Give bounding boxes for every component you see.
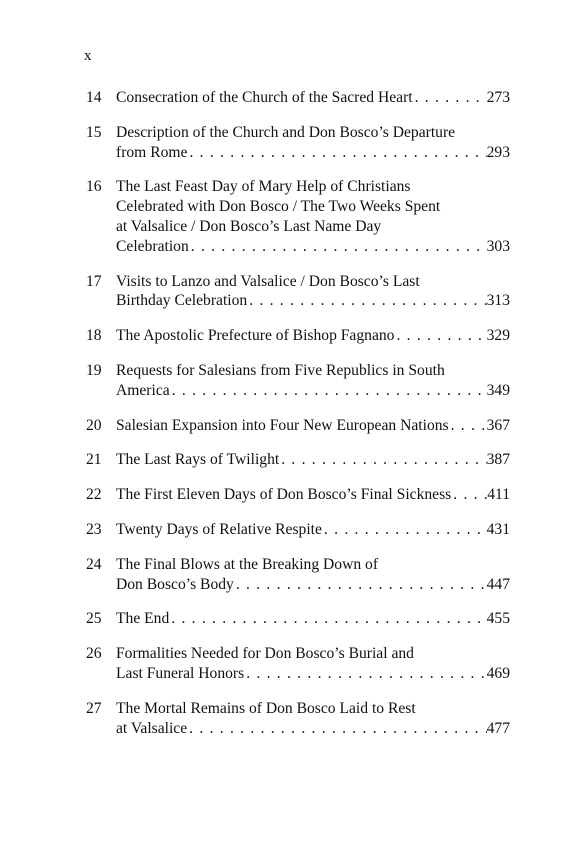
- chapter-title-line: Consecration of the Church of the Sacred Heart: [116, 89, 413, 106]
- page-reference: 329: [486, 327, 510, 345]
- chapter-title-final-line: [116, 609, 510, 629]
- chapter-number: 23: [86, 520, 102, 538]
- page-reference: 273: [486, 89, 510, 106]
- page-reference: 313: [486, 292, 510, 310]
- chapter-number: 16: [86, 178, 102, 196]
- dot-leader: [234, 575, 487, 595]
- chapter-title-line: Formalities Needed for Don Bosco’s Burial and: [116, 645, 414, 663]
- chapter-title-line: Celebrated with Don Bosco / The Two Weeks Spent: [116, 198, 441, 216]
- chapter-title-line: Description of the Church and Don Bosco’s Departure: [116, 123, 456, 141]
- chapter-title-final-line: [116, 416, 510, 436]
- chapter-title-line: The First Eleven Days of Don Bosco’s Final Sickness: [116, 486, 452, 504]
- chapter-title-line: Twenty Days of Relative Respite: [116, 520, 322, 538]
- chapter-title-block: [116, 520, 510, 540]
- toc-entry: [86, 699, 510, 739]
- chapter-number: 26: [86, 645, 102, 663]
- chapter-number: 25: [86, 610, 102, 628]
- chapter-number: 18: [86, 327, 102, 345]
- chapter-title-block: [116, 123, 510, 163]
- dot-leader: [187, 143, 486, 163]
- chapter-title-final-line: [116, 88, 510, 108]
- chapter-title-line: Don Bosco’s Body: [116, 575, 234, 593]
- chapter-number: 27: [86, 699, 102, 717]
- chapter-title-final-line: [116, 381, 510, 401]
- chapter-title-line: Requests for Salesians from Five Republics in South: [116, 361, 445, 379]
- chapter-title-line: from Rome: [116, 143, 188, 161]
- chapter-title-line: at Valsalice: [116, 719, 188, 737]
- dot-leader: [279, 450, 486, 470]
- chapter-title-block: [116, 177, 510, 256]
- chapter-title-line: The Mortal Remains of Don Bosco Laid to Rest: [116, 699, 416, 717]
- toc-entry: [86, 88, 510, 108]
- page-reference: 477: [486, 719, 510, 737]
- chapter-title-line: Salesian Expansion into Four New European Nations: [116, 416, 449, 434]
- chapter-title-final-line: [116, 485, 510, 505]
- dot-leader: [449, 416, 487, 436]
- chapter-number: 14: [86, 89, 102, 106]
- chapter-title-block: [116, 699, 510, 739]
- chapter-title-line: Birthday Celebration: [116, 292, 248, 310]
- chapter-title-line: The Apostolic Prefecture of Bishop Fagnano: [116, 327, 395, 345]
- chapter-title-block: [116, 326, 510, 346]
- table-of-contents: [86, 88, 510, 753]
- chapter-title-line: at Valsalice / Don Bosco’s Last Name Day: [116, 217, 382, 235]
- chapter-number: 21: [86, 451, 102, 469]
- chapter-title-block: [116, 644, 510, 684]
- toc-entry: [86, 520, 510, 540]
- dot-leader: [451, 485, 487, 505]
- chapter-number: 20: [86, 416, 102, 434]
- page-reference: 469: [486, 664, 510, 682]
- chapter-number: 19: [86, 361, 102, 379]
- page-reference: 387: [486, 451, 510, 469]
- toc-entry: [86, 416, 510, 436]
- page-reference: 349: [486, 381, 510, 399]
- page-reference: 303: [486, 237, 510, 255]
- dot-leader: [413, 88, 487, 108]
- chapter-title-final-line: [116, 575, 510, 595]
- chapter-number: 24: [86, 555, 102, 573]
- chapter-title-line: Last Funeral Honors: [116, 664, 245, 682]
- toc-entry: [86, 361, 510, 401]
- chapter-title-final-line: [116, 450, 510, 470]
- toc-entry: [86, 555, 510, 595]
- chapter-number: 15: [86, 123, 102, 141]
- chapter-title-line: The Final Blows at the Breaking Down of: [116, 555, 379, 573]
- page-reference: 293: [486, 143, 510, 161]
- toc-entry: [86, 609, 510, 629]
- toc-entry: [86, 177, 510, 256]
- toc-entry: [86, 272, 510, 312]
- dot-leader: [247, 291, 486, 311]
- chapter-title-final-line: [116, 520, 510, 540]
- toc-entry: [86, 644, 510, 684]
- chapter-title-block: [116, 272, 510, 312]
- chapter-title-block: [116, 361, 510, 401]
- chapter-title-final-line: [116, 291, 510, 311]
- chapter-title-block: [116, 450, 510, 470]
- chapter-title-final-line: [116, 143, 510, 163]
- chapter-title-line: Celebration: [116, 237, 189, 255]
- chapter-title-line: The Last Rays of Twilight: [116, 451, 280, 469]
- page-reference: 455: [486, 610, 510, 628]
- chapter-title-final-line: [116, 326, 510, 346]
- dot-leader: [170, 381, 487, 401]
- chapter-title-final-line: [116, 237, 510, 257]
- dot-leader: [169, 609, 486, 629]
- chapter-title-block: [116, 416, 510, 436]
- page-reference: 411: [487, 486, 510, 504]
- page-number: x: [84, 48, 92, 64]
- page-reference: 367: [486, 416, 510, 434]
- dot-leader: [244, 664, 486, 684]
- chapter-title-block: [116, 88, 510, 108]
- chapter-title-line: America: [116, 381, 170, 399]
- chapter-title-final-line: [116, 719, 510, 739]
- page-reference: 447: [486, 575, 510, 593]
- dot-leader: [189, 237, 487, 257]
- dot-leader: [187, 719, 486, 739]
- chapter-title-line: The End: [116, 610, 170, 628]
- chapter-number: 17: [86, 272, 102, 290]
- chapter-title-block: [116, 555, 510, 595]
- chapter-title-final-line: [116, 664, 510, 684]
- chapter-number: 22: [86, 486, 102, 504]
- chapter-title-block: [116, 485, 510, 505]
- chapter-title-block: [116, 609, 510, 629]
- toc-entry: [86, 123, 510, 163]
- page-reference: 431: [486, 520, 510, 538]
- chapter-title-line: Visits to Lanzo and Valsalice / Don Bosco’s Last: [116, 272, 420, 290]
- toc-entry: [86, 485, 510, 505]
- toc-entry: [86, 450, 510, 470]
- toc-entry: [86, 326, 510, 346]
- dot-leader: [322, 520, 487, 540]
- dot-leader: [394, 326, 486, 346]
- chapter-title-line: The Last Feast Day of Mary Help of Christians: [116, 178, 411, 196]
